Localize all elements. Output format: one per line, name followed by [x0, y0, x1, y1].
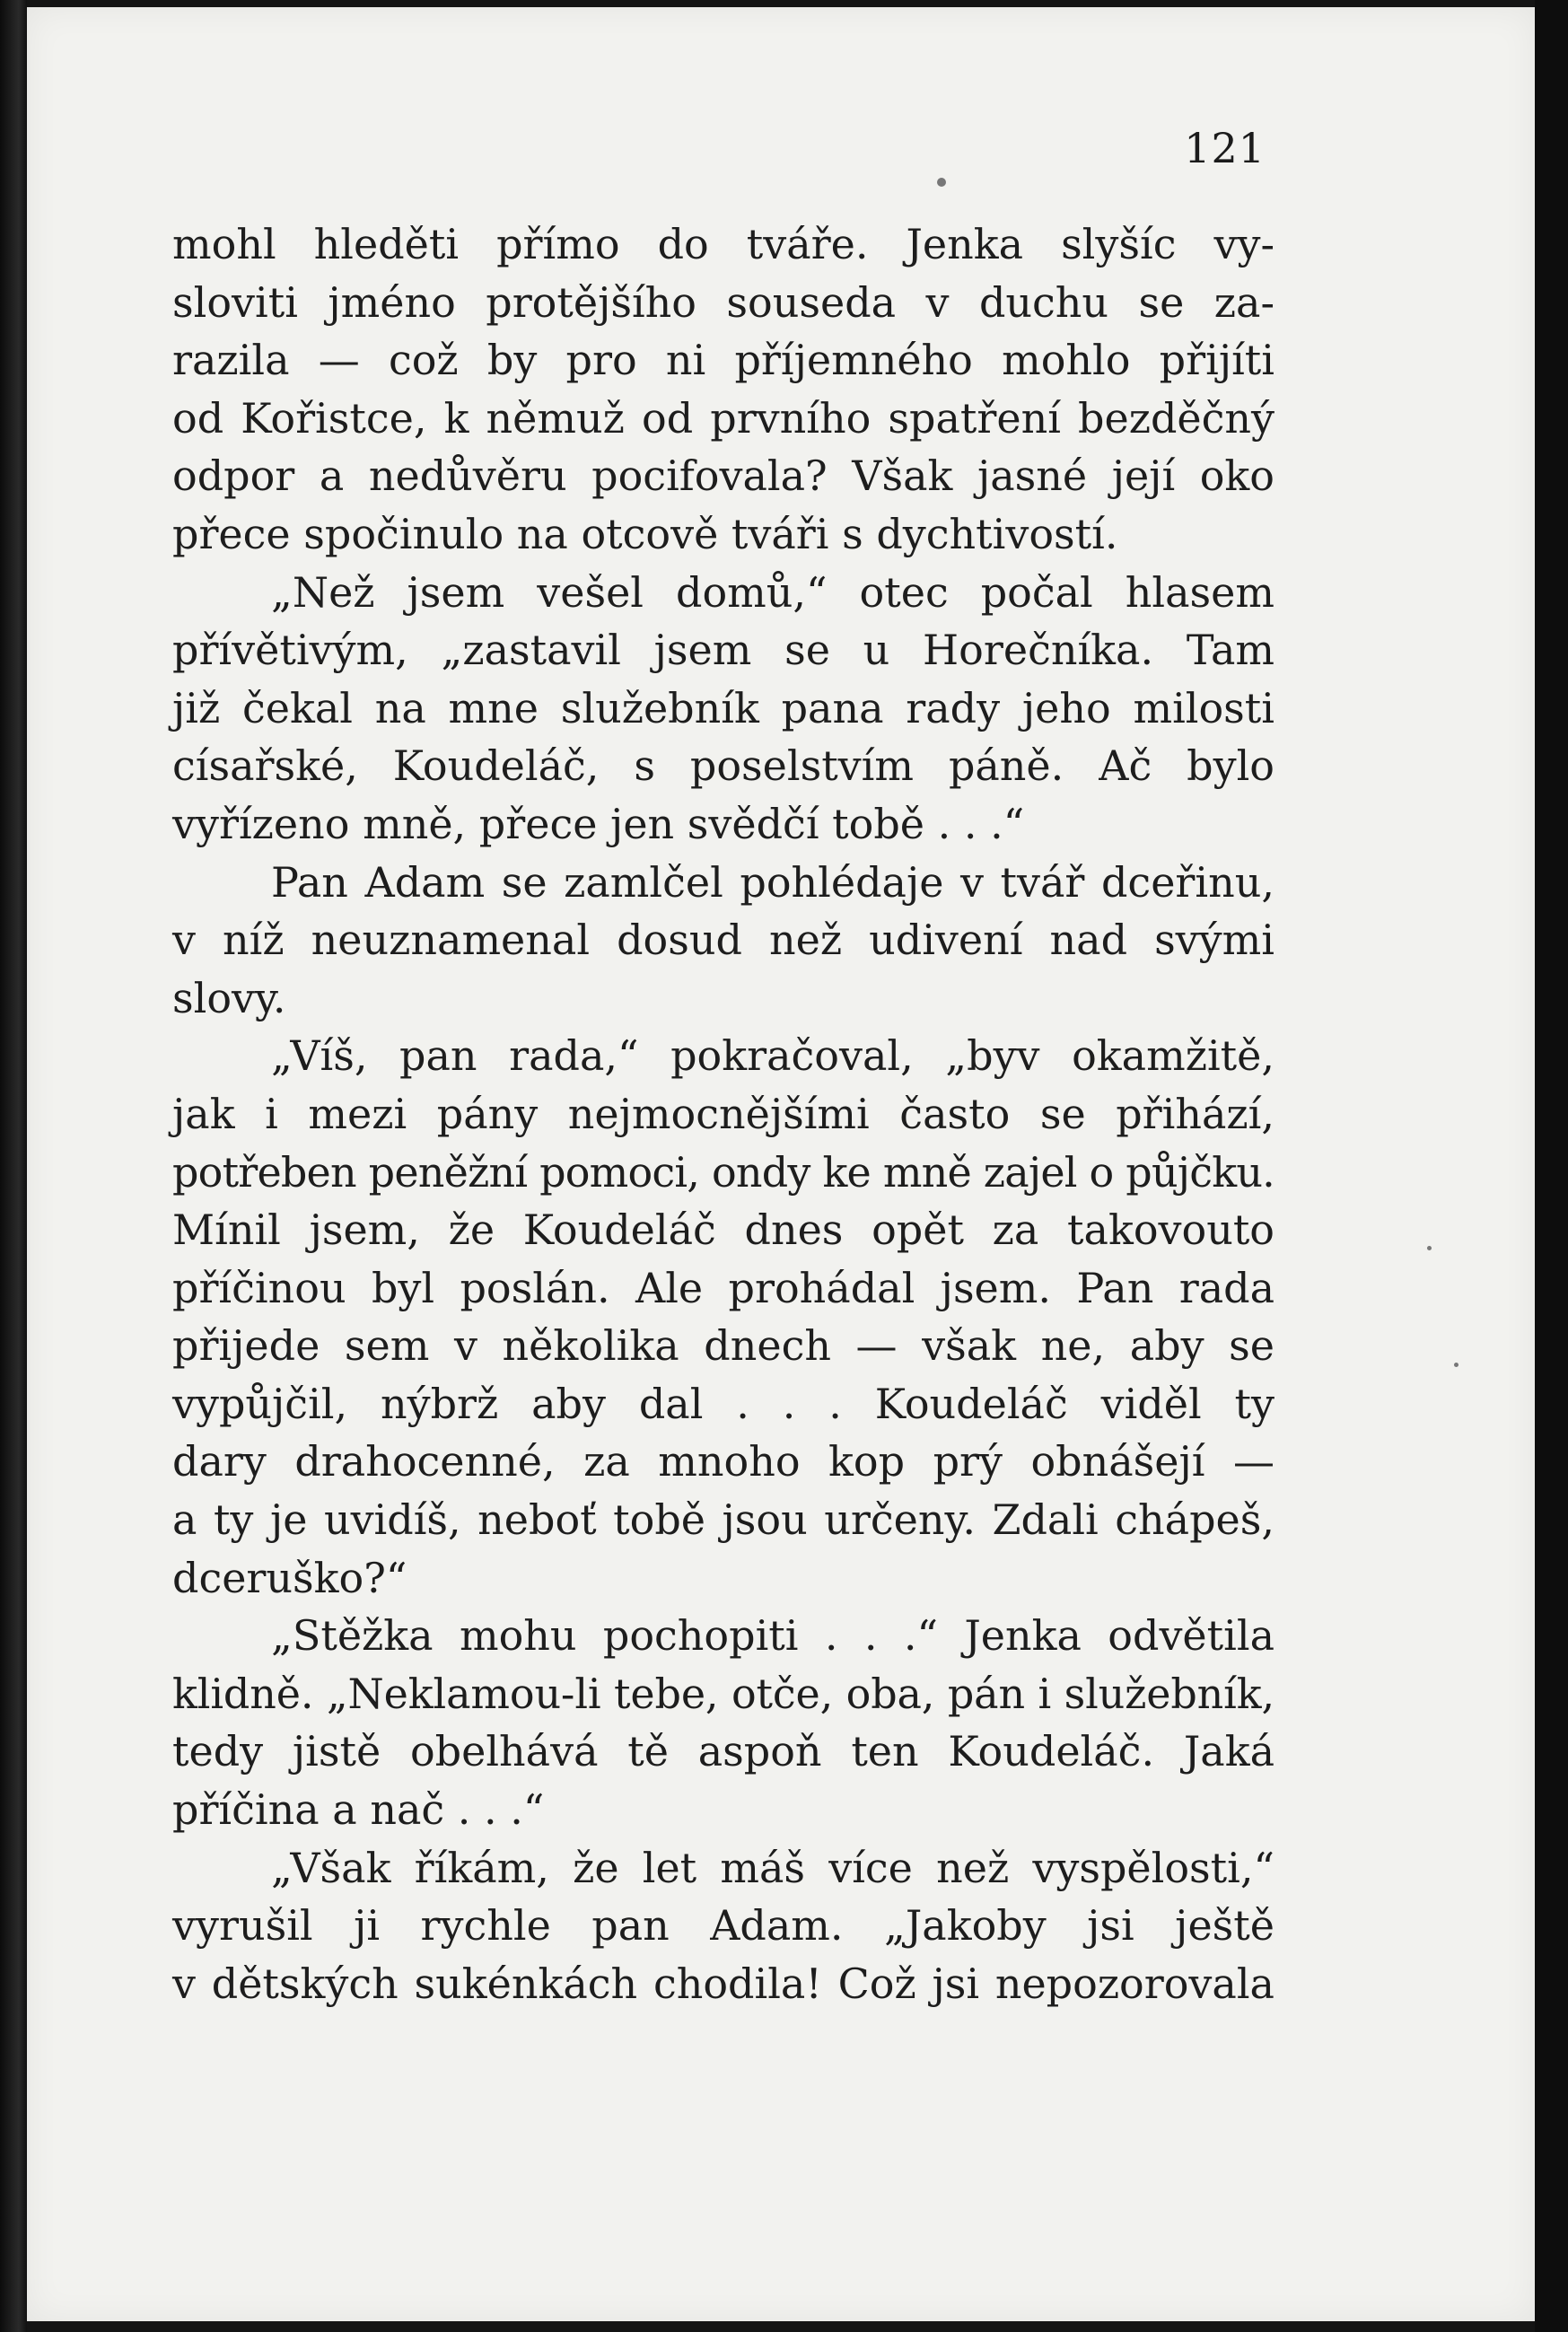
- text-line: již čekal na mne služebník pana rady jeho milosti: [172, 683, 1275, 732]
- text-line: příčina a nač . . .“: [172, 1785, 545, 1835]
- text-line: přece spočinulo na otcově tváři s dychtivostí.: [172, 509, 1118, 558]
- text-line: vyřízeno mně, přece jen svědčí tobě . . .“: [172, 799, 1025, 848]
- text-line: příčinou byl poslán. Ale prohádal jsem. Pan rada: [172, 1263, 1275, 1312]
- text-line: jak i mezi pány nejmocnějšími často se přihází,: [172, 1089, 1275, 1138]
- text-line: a ty je uvidíš, neboť tobě jsou určeny. Zdali chápeš,: [172, 1495, 1275, 1545]
- text-line: dceruško?“: [172, 1553, 407, 1602]
- text-line: Mínil jsem, že Koudeláč dnes opět za takovouto: [172, 1205, 1275, 1255]
- text-line: slovy.: [172, 973, 286, 1022]
- scan-left-edge: [0, 0, 27, 2332]
- page-number: 121: [1184, 124, 1266, 172]
- text-line: „Však říkám, že let máš více než vyspělosti,“: [271, 1843, 1275, 1892]
- text-line: vypůjčil, nýbrž aby dal . . . Koudeláč viděl ty: [172, 1379, 1275, 1428]
- text-line: sloviti jméno protějšího souseda v duchu se za-: [172, 277, 1275, 327]
- print-speck: [1427, 1246, 1432, 1250]
- text-line: v dětských sukénkách chodila! Což jsi nepozorovala: [172, 1959, 1275, 2008]
- body-text: [172, 215, 1275, 2012]
- text-line: klidně. „Neklamou-li tebe, otče, oba, pán i služebník,: [172, 1669, 1275, 1718]
- text-line: dary drahocenné, za mnoho kop prý obnášejí —: [172, 1437, 1275, 1486]
- text-line: razila — což by pro ni příjemného mohlo přijíti: [172, 336, 1275, 385]
- text-line: vyrušil ji rychle pan Adam. „Jakoby jsi ještě: [172, 1901, 1275, 1951]
- text-line: císařské, Koudeláč, s poselstvím páně. Ač bylo: [172, 741, 1275, 791]
- text-line: přijede sem v několika dnech — však ne, aby se: [172, 1321, 1275, 1371]
- text-line: „Víš, pan rada,“ pokračoval, „byv okamžitě,: [271, 1031, 1275, 1081]
- text-line: potřeben peněžní pomoci, ondy ke mně zajel o půjčku.: [172, 1147, 1275, 1197]
- text-line: „Stěžka mohu pochopiti . . .“ Jenka odvětila: [271, 1611, 1275, 1661]
- text-line: přívětivým, „zastavil jsem se u Horečníka. Tam: [172, 626, 1275, 675]
- text-line: Pan Adam se zamlčel pohlédaje v tvář dceřinu,: [271, 857, 1275, 907]
- text-line: mohl hleděti přímo do tváře. Jenka slyšíc vy-: [172, 220, 1275, 268]
- print-speck: [937, 178, 946, 187]
- text-line: od Kořistce, k němuž od prvního spatření bezděčný: [172, 393, 1275, 443]
- text-line: tedy jistě obelhává tě aspoň ten Koudeláč. Jaká: [172, 1727, 1275, 1776]
- text-line: odpor a nedůvěru pocifovala? Však jasné její oko: [172, 451, 1275, 501]
- scan-right-edge: [1535, 0, 1568, 2332]
- text-line: „Než jsem vešel domů,“ otec počal hlasem: [271, 567, 1275, 617]
- print-speck: [1454, 1363, 1459, 1367]
- text-line: v níž neuznamenal dosud než udivení nad svými: [172, 916, 1275, 965]
